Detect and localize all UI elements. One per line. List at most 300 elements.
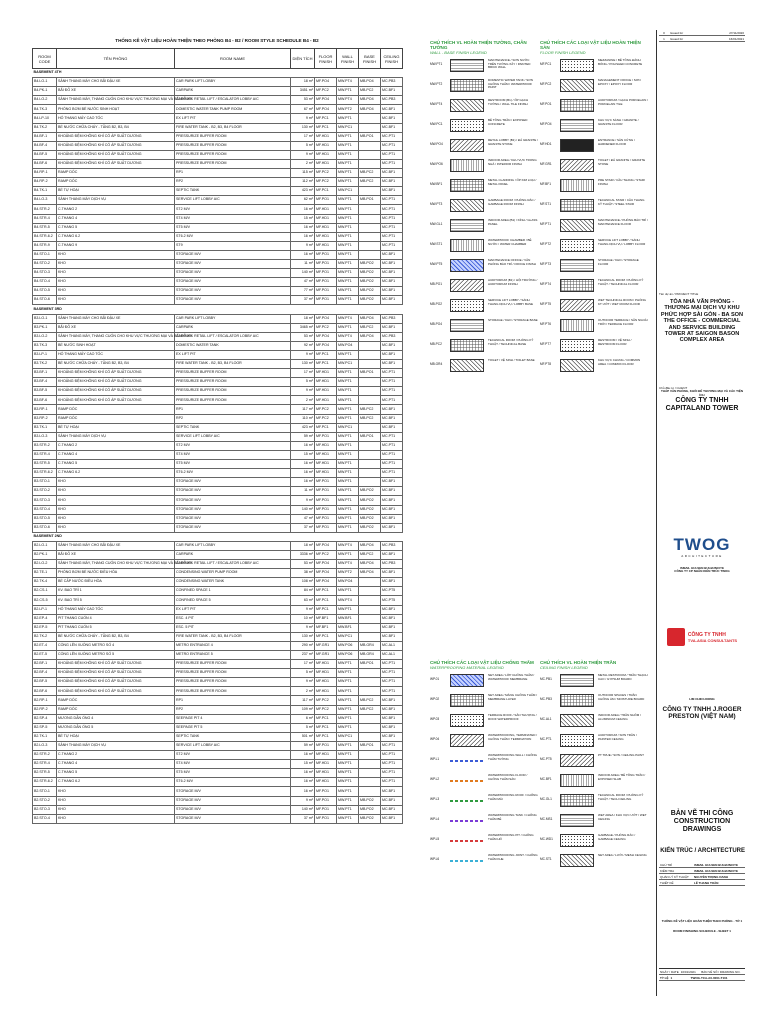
wall-finish-cell: MW.PT1 xyxy=(337,714,359,723)
legend-item xyxy=(540,58,648,78)
wall-finish-cell: MW.PC1 xyxy=(337,732,359,741)
legend-item xyxy=(430,358,538,378)
area-cell: 63 m² xyxy=(291,596,315,605)
twog-tagline: ARCHITECTURE xyxy=(681,554,723,558)
ceiling-finish-cell: MC.PT1 xyxy=(381,760,403,769)
floor-finish-cell: MF.HD1 xyxy=(315,205,337,214)
area-cell: 9 m² xyxy=(291,387,315,396)
wall-finish-cell: MW.PT1 xyxy=(337,441,359,450)
schedule-header-row xyxy=(33,49,403,69)
table-row xyxy=(33,432,403,441)
area-cell: 11 m² xyxy=(291,487,315,496)
consultant2-section xyxy=(659,628,745,646)
room-code-cell: B3.STR-6.2 xyxy=(33,469,57,478)
floor-finish-cell: MF.PC1 xyxy=(315,187,337,196)
legend-item xyxy=(540,258,648,278)
ceiling-finish-cell: MC.PT1 xyxy=(381,751,403,760)
ceiling-finish-cell: MC.PT1 xyxy=(381,660,403,669)
room-name-cell: STORAGE M/V xyxy=(175,478,291,487)
base-finish-cell: MB.PO2 xyxy=(359,496,381,505)
area-cell: 423 m² xyxy=(291,187,315,196)
area-cell: 108 m² xyxy=(291,578,315,587)
area-cell: 84 m² xyxy=(291,587,315,596)
floor-finish-cell: MF.HD1 xyxy=(315,141,337,150)
floor-finish-cell: MF.PC1 xyxy=(315,732,337,741)
ceiling-finish-cell: MC.PT1 xyxy=(381,469,403,478)
ceiling-finish-cell: MC.PT1 xyxy=(381,460,403,469)
table-row xyxy=(33,496,403,505)
section-label: BASEMENT 4TH xyxy=(33,69,403,78)
waterproofing-legend xyxy=(430,660,538,873)
table-row xyxy=(33,187,403,196)
area-cell: 3465 m² xyxy=(291,323,315,332)
floor-finish-cell: MF.PC2 xyxy=(315,414,337,423)
base-finish-cell xyxy=(359,378,381,387)
area-cell: 130 m² xyxy=(291,123,315,132)
wall-finish-cell: MW.PT1 xyxy=(337,259,359,268)
legend-subtitle: CEILING FINISH LEGEND xyxy=(540,665,588,670)
signature-name: ISMAIL GULSEN BULBUNCIYE xyxy=(694,863,738,867)
room-code-cell: B3.STO-4 xyxy=(33,505,57,514)
base-finish-cell: MB.PO4 xyxy=(359,332,381,341)
base-finish-cell: MB.PO2 xyxy=(359,287,381,296)
legend-description: RESTROOM (B1) / ỐP GẠCH TƯỜNG / WALL TILE FINISH xyxy=(488,98,529,106)
area-cell: 47 m² xyxy=(291,278,315,287)
vn-name-cell: KHOẢNG ĐỆM KHÔNG KHÍ CÓ ÁP SUẤT DƯƠNG xyxy=(57,132,175,141)
room-code-cell: B2.STO-1 xyxy=(33,787,57,796)
tva-logo-text: CÔNG TY TNHH xyxy=(687,631,726,638)
wall-finish-cell: MW.PO4 xyxy=(337,341,359,350)
client-subtitle: THÁP VĂN PHÒNG, KHỐI ĐẾ THƯƠNG MẠI VÀ CÁC TIỆN ÍCH xyxy=(661,389,743,397)
room-name-cell: STORAGE M/V xyxy=(175,278,291,287)
floor-finish-cell: MF.PO4 xyxy=(315,341,337,350)
floor-finish-cell: MF.HD1 xyxy=(315,378,337,387)
table-row xyxy=(33,350,403,359)
legend-item xyxy=(430,753,538,773)
header-area: DIỆN TÍCH xyxy=(291,49,315,69)
legend-code: WP.L2 xyxy=(430,777,440,781)
rev-no: 1 xyxy=(663,37,665,41)
table-row xyxy=(33,587,403,596)
area-cell: 2 m² xyxy=(291,687,315,696)
wall-finish-cell: MW.PT1 xyxy=(337,387,359,396)
area-cell: 16 m² xyxy=(291,478,315,487)
wall-finish-cell: MW.PT4 xyxy=(337,314,359,323)
room-code-cell: B3.LO-3 xyxy=(33,432,57,441)
ceiling-finish-cell: MC.BF1 xyxy=(381,614,403,623)
wall-finish-cell: MW.PT1 xyxy=(337,796,359,805)
room-name-cell: SEPTIC TANK xyxy=(175,423,291,432)
legend-description: BÊ TÔNG TRẦN / EXPOSED CONCRETE xyxy=(488,118,528,126)
floor-finish-cell: MF.PO1 xyxy=(315,259,337,268)
ceiling-finish-cell: MC.BF1 xyxy=(381,259,403,268)
client-name: CÔNG TY TNHH CAPITALAND TOWER xyxy=(665,397,739,413)
base-finish-cell: MB.PC2 xyxy=(359,87,381,96)
floor-finish-cell: MF.PO1 xyxy=(315,505,337,514)
room-code-cell: B3.BF-4 xyxy=(33,378,57,387)
floor-finish-cell: MF.PO1 xyxy=(315,741,337,750)
ceiling-finish-cell: MC.BF1 xyxy=(381,714,403,723)
legend-items xyxy=(540,58,648,378)
ceiling-finish-cell: MC.BF1 xyxy=(381,423,403,432)
ceiling-finish-cell: MC.BF1 xyxy=(381,287,403,296)
table-row xyxy=(33,505,403,514)
base-finish-cell xyxy=(359,578,381,587)
base-finish-cell xyxy=(359,732,381,741)
room-name-cell: STORAGE M/V xyxy=(175,250,291,259)
room-name-cell: CONDENSING WATER PUMP ROOM xyxy=(175,569,291,578)
floor-finish-cell: MF.HD1 xyxy=(315,241,337,250)
vn-name-cell: KHO xyxy=(57,287,175,296)
legend-description: GARBAGE / PHÒNG RÁC / GARBAGE CEILING xyxy=(598,833,636,841)
legend-item xyxy=(430,78,538,98)
area-cell: 17 m² xyxy=(291,660,315,669)
legend-item xyxy=(430,178,538,198)
table-row xyxy=(33,732,403,741)
revision-row xyxy=(659,36,745,42)
table-row xyxy=(33,114,403,123)
table-row xyxy=(33,232,403,241)
floor-finish-cell: MF.HD1 xyxy=(315,214,337,223)
legend-description: AUDITORIUM / SƠN TRẦN / PAINTED CEILING xyxy=(598,733,637,741)
area-cell: 16 m² xyxy=(291,205,315,214)
table-row xyxy=(33,214,403,223)
wall-finish-cell: MW.PT1 xyxy=(337,178,359,187)
table-row xyxy=(33,796,403,805)
floor-finish-cell: MF.HD1 xyxy=(315,469,337,478)
area-cell: 290 m² xyxy=(291,641,315,650)
legend-code: MW.PT5 xyxy=(430,262,443,266)
table-row xyxy=(33,387,403,396)
legend-item xyxy=(430,298,538,318)
legend-item xyxy=(540,753,648,773)
area-cell: 15 m² xyxy=(291,760,315,769)
room-name-cell: ST6.2 M/V xyxy=(175,469,291,478)
base-finish-cell xyxy=(359,396,381,405)
ceiling-finish-cell: MC.PT1 xyxy=(381,241,403,250)
room-code-cell: B3.STO-5 xyxy=(33,514,57,523)
vn-name-cell: KHO xyxy=(57,250,175,259)
legend-description: INDOOR AREA / BÊ TÔNG TRẦN / EXPOSED SLAB xyxy=(598,773,646,781)
wall-finish-cell: MW.PT4 xyxy=(337,96,359,105)
table-row xyxy=(33,514,403,523)
ceiling-finish-cell: MC.BF1 xyxy=(381,505,403,514)
legend-code: MW.PT2 xyxy=(430,82,443,86)
legend-title: CHÚ THÍCH VL HOÀN THIỆN TRẦN xyxy=(540,660,617,665)
legend-item xyxy=(540,318,648,338)
area-cell: 5 m² xyxy=(291,141,315,150)
vn-name-cell: C.THANG 6.2 xyxy=(57,469,175,478)
room-code-cell: B3.TK-2 xyxy=(33,360,57,369)
vn-name-cell: BỂ TỰ HOẠI xyxy=(57,187,175,196)
room-name-cell: ST2 M/V xyxy=(175,751,291,760)
ceiling-finish-cell: MC.PT1 xyxy=(381,741,403,750)
base-finish-cell: MB.PC2 xyxy=(359,705,381,714)
legend-item xyxy=(430,773,538,793)
wall-finish-cell: MW.PT4 xyxy=(337,596,359,605)
wall-finish-cell: MW.PC1 xyxy=(337,123,359,132)
vn-name-cell: KHO xyxy=(57,787,175,796)
legend-item xyxy=(430,238,538,258)
floor-finish-cell: MF.PO1 xyxy=(315,814,337,823)
schedule-title: THỐNG KÊ VẬT LIỆU HOÀN THIỆN THEO PHÒNG B4 - B2 / ROOM STYLE SCHEDULE B4 - B2 xyxy=(115,38,319,43)
room-name-cell: FIRE WATER TANK - B2, B3, B4 FLOOR xyxy=(175,123,291,132)
consultant3-section xyxy=(659,698,745,720)
room-name-cell: ST5 M/V xyxy=(175,223,291,232)
vn-name-cell: BÃI ĐỖ XE xyxy=(57,323,175,332)
legend-description: WATERPROOFING, TERMINATED / CHỐNG THẤM / TERMINATION xyxy=(488,733,538,741)
legend-item xyxy=(430,318,538,338)
vn-name-cell: BỂ NƯỚC CHỮA CHÁY - TẦNG B2, B3, B4 xyxy=(57,632,175,641)
area-cell: 140 m² xyxy=(291,269,315,278)
legend-swatch xyxy=(560,339,594,352)
legend-item xyxy=(430,98,538,118)
area-cell: 16 m² xyxy=(291,460,315,469)
legend-description: INDOOR AREA / KHU VỰC TRONG NHÀ / INTERIOR FINISH xyxy=(488,158,537,166)
legend-item xyxy=(430,813,538,833)
room-code-cell: B2.BF-1 xyxy=(33,660,57,669)
room-code-cell: B4.STO-6 xyxy=(33,296,57,305)
wall-finish-cell: MW.BF1 xyxy=(337,614,359,623)
room-code-cell: B4.STR-2 xyxy=(33,205,57,214)
discipline xyxy=(659,848,745,854)
base-finish-cell: MB.PO1 xyxy=(359,741,381,750)
ceiling-finish-cell: MC.BF1 xyxy=(381,632,403,641)
ceiling-finish-cell: MC.PT5 xyxy=(381,596,403,605)
area-cell: 67 m² xyxy=(291,105,315,114)
legend-item xyxy=(430,338,538,358)
legend-item xyxy=(540,693,648,713)
table-row xyxy=(33,478,403,487)
floor-finish-cell: MF.PO1 xyxy=(315,514,337,523)
room-code-cell: B2.SP-5 xyxy=(33,723,57,732)
table-row xyxy=(33,423,403,432)
ceiling-finish-cell: MC.BF1 xyxy=(381,696,403,705)
legend-item xyxy=(540,813,648,833)
area-cell: 9 m² xyxy=(291,678,315,687)
area-cell: 9 m² xyxy=(291,623,315,632)
header-vn-name: TÊN PHÒNG xyxy=(57,49,175,69)
drawing-number: TWOG-TCA-A0-0001-T101 xyxy=(690,976,728,980)
room-name-cell: ESC. 5 PIT xyxy=(175,623,291,632)
vn-name-cell: KHO xyxy=(57,478,175,487)
area-cell: 15 m² xyxy=(291,214,315,223)
project-section xyxy=(659,292,745,344)
table-row xyxy=(33,169,403,178)
legend-item xyxy=(430,278,538,298)
ceiling-finish-cell: MC.PT1 xyxy=(381,132,403,141)
ceiling-finish-cell: MC.BF1 xyxy=(381,487,403,496)
client-label: Chủ đầu tư / CLIENT xyxy=(659,386,688,390)
legend-code: WP.02 xyxy=(430,697,440,701)
room-name-cell: DOMESTIC WATER TANK xyxy=(175,341,291,350)
floor-finish-cell: MF.GR1 xyxy=(315,641,337,650)
ceiling-finish-cell: MC.PT1 xyxy=(381,150,403,159)
legend-swatch xyxy=(450,359,484,372)
floor-finish-cell: MF.PO4 xyxy=(315,569,337,578)
area-cell: 17 m² xyxy=(291,132,315,141)
vn-name-cell: KHO xyxy=(57,487,175,496)
title-block xyxy=(656,30,746,996)
room-name-cell: SERVICE LIFT LOBBY A/C xyxy=(175,432,291,441)
room-name-cell: ST4 M/V xyxy=(175,450,291,459)
legend-swatch xyxy=(450,694,484,707)
ceiling-finish-cell: MC.PB3 xyxy=(381,78,403,87)
room-code-cell: B2.STR-5 xyxy=(33,769,57,778)
legend-item xyxy=(540,853,648,873)
table-row xyxy=(33,687,403,696)
base-finish-cell: MB.PO1 xyxy=(359,196,381,205)
wall-finish-cell: MW.PT1 xyxy=(337,87,359,96)
base-finish-cell xyxy=(359,150,381,159)
room-code-cell: B4.RP-1 xyxy=(33,169,57,178)
legend-swatch xyxy=(450,780,484,782)
legend-item xyxy=(430,853,538,873)
wall-finish-cell: MW.PC1 xyxy=(337,632,359,641)
vn-name-cell: C.THANG 9 xyxy=(57,241,175,250)
room-code-cell: B3.LP-1 xyxy=(33,350,57,359)
vn-name-cell: BỂ TỰ HOẠI xyxy=(57,423,175,432)
room-name-cell: PRESSURIZE BUFFER ROOM xyxy=(175,132,291,141)
base-finish-cell: MB.PO2 xyxy=(359,505,381,514)
table-row xyxy=(33,269,403,278)
base-finish-cell: MB.PO1 xyxy=(359,369,381,378)
wall-finish-cell: MW.PT1 xyxy=(337,741,359,750)
legend-description: TOILET / ĐÁ GRANITE / GRANITE STONE xyxy=(598,158,646,166)
area-cell: 9 m² xyxy=(291,241,315,250)
vn-name-cell: SẢNH THANG MÁY CHO BÃI ĐẬU XE xyxy=(57,541,175,550)
ceiling-finish-cell: MC.BF1 xyxy=(381,787,403,796)
vn-name-cell: KHOẢNG ĐỆM KHÔNG KHÍ CÓ ÁP SUẤT DƯƠNG xyxy=(57,159,175,168)
area-cell: 16 m² xyxy=(291,769,315,778)
client-section xyxy=(659,386,745,413)
wall-finish-cell: MW.PT1 xyxy=(337,278,359,287)
table-row xyxy=(33,223,403,232)
legend-subtitle: WALL - BASE FINISH LEGEND xyxy=(430,50,487,55)
ceiling-finish-cell: MC.BF1 xyxy=(381,814,403,823)
area-cell: 16 m² xyxy=(291,250,315,259)
floor-finish-cell: MF.HD1 xyxy=(315,396,337,405)
legend-description: MAINTENANCE / PHÒNG BẢO TRÌ / MAINTENANCE FLOOR xyxy=(598,218,648,226)
date-label: NGÀY / DATE xyxy=(660,970,679,974)
wall-finish-cell: MW.PT1 xyxy=(337,250,359,259)
wall-finish-cell: MW.PT1 xyxy=(337,687,359,696)
consultant-section xyxy=(659,535,745,574)
base-finish-cell xyxy=(359,187,381,196)
table-row xyxy=(33,641,403,650)
legend-code: WP.04 xyxy=(430,737,440,741)
legend-item xyxy=(540,238,648,258)
table-row xyxy=(33,360,403,369)
ceiling-finish-cell: MC.AL1 xyxy=(381,641,403,650)
vn-name-cell: KHOẢNG ĐỆM KHÔNG KHÍ CÓ ÁP SUẤT DƯƠNG xyxy=(57,141,175,150)
room-code-cell: B3.STO-3 xyxy=(33,496,57,505)
legend-swatch xyxy=(450,179,484,192)
table-row xyxy=(33,205,403,214)
floor-finish-cell: MF.PC1 xyxy=(315,360,337,369)
base-finish-cell xyxy=(359,714,381,723)
wall-finish-cell: MW.PT1 xyxy=(337,141,359,150)
room-code-cell: B3.STR-5 xyxy=(33,460,57,469)
ceiling-finish-cell: MC.BF1 xyxy=(381,705,403,714)
area-cell: 16 m² xyxy=(291,441,315,450)
ceiling-finish-cell: MC.BF1 xyxy=(381,341,403,350)
legend-item xyxy=(540,138,648,158)
legend-swatch xyxy=(450,734,484,747)
table-row xyxy=(33,778,403,787)
vn-name-cell: KHO xyxy=(57,814,175,823)
table-row xyxy=(33,705,403,714)
project-label: Tên dự án / PROJECT TITLE xyxy=(659,292,699,296)
area-cell: 9 m² xyxy=(291,496,315,505)
vn-name-cell: RAMP DỐC xyxy=(57,696,175,705)
legend-code: WP.03 xyxy=(430,717,440,721)
wall-finish-cell: MW.PT4 xyxy=(337,560,359,569)
floor-finish-cell: MF.PO4 xyxy=(315,541,337,550)
vn-name-cell: RAMP DỐC xyxy=(57,405,175,414)
room-code-cell: B4.TK-2 xyxy=(33,123,57,132)
legend-description: PRE STAIR / CẦU THANG / STAIR FINISH xyxy=(598,178,645,186)
vn-name-cell: KHO xyxy=(57,514,175,523)
table-row xyxy=(33,632,403,641)
table-row xyxy=(33,123,403,132)
legend-item xyxy=(540,218,648,238)
table-row xyxy=(33,196,403,205)
floor-finish-cell: MF.PO1 xyxy=(315,432,337,441)
floor-finish-cell: MF.HD1 xyxy=(315,660,337,669)
table-row xyxy=(33,741,403,750)
legend-item xyxy=(540,198,648,218)
area-cell: 237 m² xyxy=(291,651,315,660)
room-code-cell: B3.BF-5 xyxy=(33,387,57,396)
ceiling-finish-cell: MC.PT1 xyxy=(381,778,403,787)
room-name-cell: STORAGE M/V xyxy=(175,523,291,532)
ceiling-finish-cell: MC.PB3 xyxy=(381,96,403,105)
room-name-cell: ST2 M/V xyxy=(175,205,291,214)
room-code-cell: B2.RP-1 xyxy=(33,696,57,705)
consultant-name: CÔNG TY CP NHÂN KIẾN TRÚC TWOG xyxy=(674,569,730,574)
floor-finish-cell: MF.PC2 xyxy=(315,705,337,714)
table-row xyxy=(33,805,403,814)
vn-name-cell: BÃI ĐỖ XE xyxy=(57,87,175,96)
floor-finish-cell: MF.PO4 xyxy=(315,560,337,569)
legend-item xyxy=(430,158,538,178)
legend-code: WP.L5 xyxy=(430,837,440,841)
wall-finish-cell: MW.PT1 xyxy=(337,514,359,523)
area-cell: 16 m² xyxy=(291,232,315,241)
room-name-cell: CONDENSING WATER TANK xyxy=(175,578,291,587)
room-code-cell: B4.RP-2 xyxy=(33,178,57,187)
room-name-cell: CARPARK xyxy=(175,323,291,332)
legend-item xyxy=(430,673,538,693)
floor-finish-cell: MF.BF1 xyxy=(315,614,337,623)
rev-desc: Issued for xyxy=(670,31,684,35)
room-code-cell: B4.STR-4 xyxy=(33,214,57,223)
table-row xyxy=(33,159,403,168)
wall-finish-cell: MW.PT1 xyxy=(337,460,359,469)
room-code-cell: B3.STO-2 xyxy=(33,487,57,496)
area-cell: 53 m² xyxy=(291,96,315,105)
legend-swatch xyxy=(450,800,484,802)
base-finish-cell xyxy=(359,114,381,123)
room-code-cell: B3.STO-6 xyxy=(33,523,57,532)
vn-name-cell: RAMP DỐC xyxy=(57,414,175,423)
legend-items xyxy=(430,58,538,378)
vn-name-cell: KHOẢNG ĐỆM KHÔNG KHÍ CÓ ÁP SUẤT DƯƠNG xyxy=(57,687,175,696)
room-code-cell: B2.ET-4 xyxy=(33,641,57,650)
wall-finish-cell: MW.PT1 xyxy=(337,496,359,505)
vn-name-cell: PHÒNG BƠM BỂ NƯỚC ĐIỀU HÒA xyxy=(57,569,175,578)
